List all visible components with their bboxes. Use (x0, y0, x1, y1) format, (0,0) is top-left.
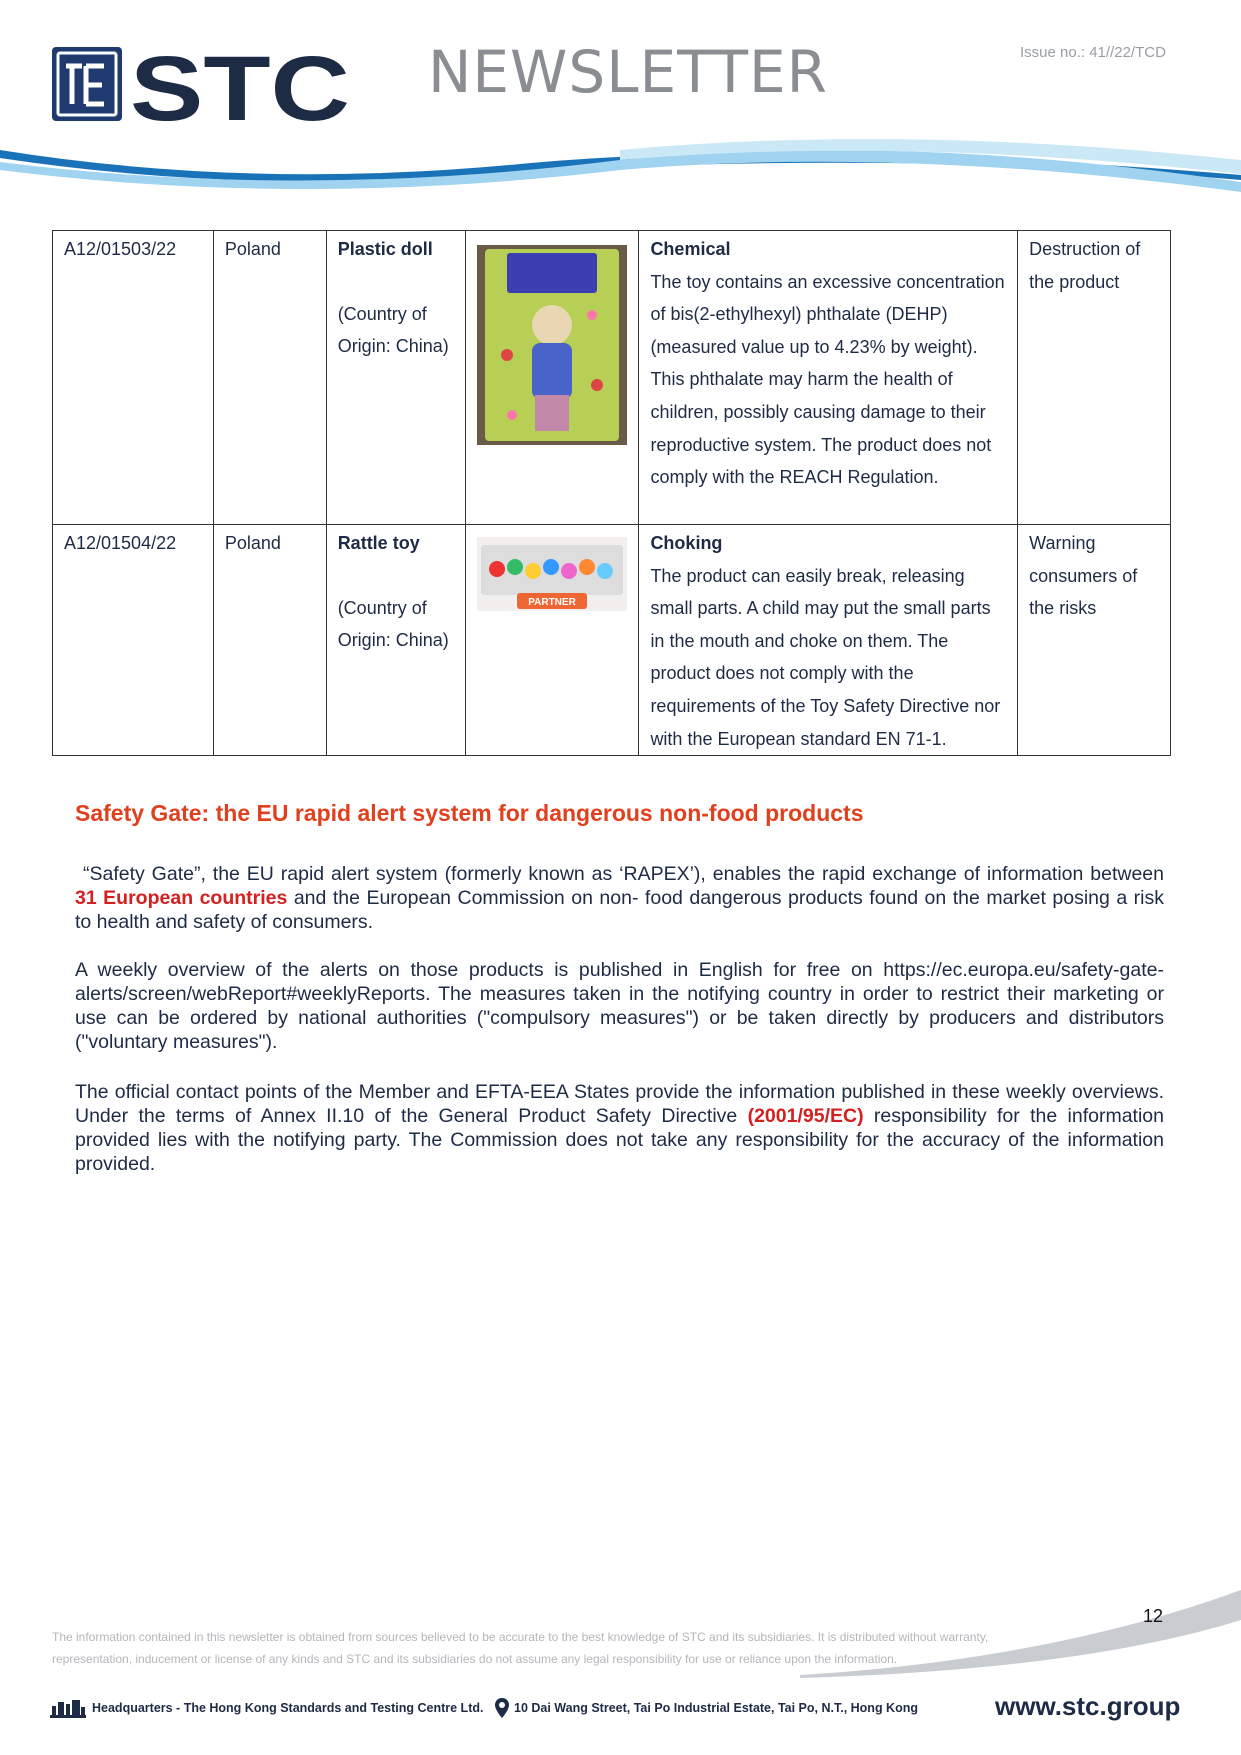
plastic-doll-photo (477, 245, 627, 445)
paragraph-text: “Safety Gate”, the EU rapid alert system (formerly known as ‘RAPEX’), enables the rapid exchange of information between (83, 863, 1164, 885)
alert-measure: Warning consumers of the risks (1018, 525, 1171, 756)
alert-country: Poland (213, 525, 326, 756)
stc-logo (52, 46, 352, 124)
alert-country: Poland (213, 231, 326, 525)
alert-reference: A12/01504/22 (53, 525, 214, 756)
disclaimer: The information contained in this newsletter is obtained from sources believed to be accurate to the best knowledge of STC and its subsidiaries. It is distributed without warranty, representation, inducement or license of any kinds and STC and its subsidiaries do not assume any legal responsibility for use or reliance upon the information. (52, 1630, 989, 1666)
alert-origin: (Country of Origin: China) (337, 303, 449, 357)
safety-gate-paragraph-2: A weekly overview of the alerts on those products is published in English for free on https://ec.europa.eu/safety-gate-alerts/screen/webReport#weeklyReports. The measures taken in the notifying country in order to restrict their marketing or use can be ordered by national authorities ("compulsory measures") or be taken directly by producers and distributors ("voluntary measures"). (75, 959, 1164, 1053)
alert-description: The product can easily break, releasing small parts. A child may put the small parts in the mouth and choke on them. The product does not comply with the requirements of the Toy Safety Directive nor with the European standard EN 71-1. (650, 565, 1001, 749)
alerts-table (52, 230, 1171, 756)
page-number: 12 (1143, 1606, 1164, 1626)
address-text: 10 Dai Wang Street, Tai Po Industrial Estate, Tai Po, N.T., Hong Kong (514, 1701, 918, 1715)
website-link[interactable]: www.stc.group (995, 1691, 1181, 1721)
alert-origin: (Country of Origin: China) (337, 597, 449, 651)
alert-product-cell (326, 231, 466, 525)
safety-gate-title: Safety Gate: the EU rapid alert system for dangerous non-food products (75, 800, 864, 826)
highlight-directive: (2001/95/EC) (747, 1105, 864, 1127)
paragraph-text: and the European Commission on non- food dangerous products found on the market posing a risk to health and safety of consumers. (75, 887, 1164, 933)
svg-text:PARTNER: PARTNER (528, 597, 577, 608)
page-header (0, 0, 1241, 200)
newsletter-title: NEWSLETTER (428, 38, 828, 106)
header-wave (0, 120, 1241, 200)
table-row (53, 231, 1171, 525)
alert-description: The toy contains an excessive concentration of bis(2-ethylhexyl) phthalate (DEHP) (measured value up to 4.23% by weight). This phthalate may harm the health of children, possibly causing damage to their reproductive system. The product does not comply with the REACH Regulation. (650, 271, 1005, 488)
highlight-countries: 31 European countries (75, 887, 288, 909)
alert-measure: Destruction of the product (1018, 231, 1171, 525)
svg-text:STC: STC (130, 46, 350, 124)
alert-image-cell (466, 525, 639, 756)
paragraph-text: responsibility for the information provided lies with the notifying party. The Commission does not take any responsibility for the accuracy of the information provided. (75, 1105, 1164, 1175)
table-row (53, 525, 1171, 756)
alert-image-cell (466, 231, 639, 525)
issue-number: Issue no.: 41//22/TCD (1020, 44, 1166, 61)
alert-risk-type: Chemical (650, 239, 731, 259)
headquarters (50, 1698, 483, 1718)
alert-risk-type: Choking (650, 533, 723, 553)
safety-gate-paragraph-1 (75, 862, 1164, 934)
headquarters-text: Headquarters - The Hong Kong Standards and Testing Centre Ltd. (92, 1701, 484, 1715)
safety-gate-paragraph-3 (75, 1080, 1164, 1176)
rattle-toy-photo (477, 537, 627, 611)
alert-product: Rattle toy (337, 533, 420, 553)
alert-product-cell (326, 525, 466, 756)
location-pin-icon (495, 1698, 509, 1718)
address (495, 1698, 918, 1718)
building-icon (50, 1698, 86, 1718)
alert-risk-cell (639, 231, 1018, 525)
alert-risk-cell (639, 525, 1018, 756)
paragraph-text: The official contact points of the Member and EFTA-EEA States provide the information published in these weekly overviews. Under the terms of Annex II.10 of the General Product Safety Directive (75, 1081, 1164, 1127)
alert-product: Plastic doll (337, 239, 433, 259)
alert-reference: A12/01503/22 (53, 231, 214, 525)
